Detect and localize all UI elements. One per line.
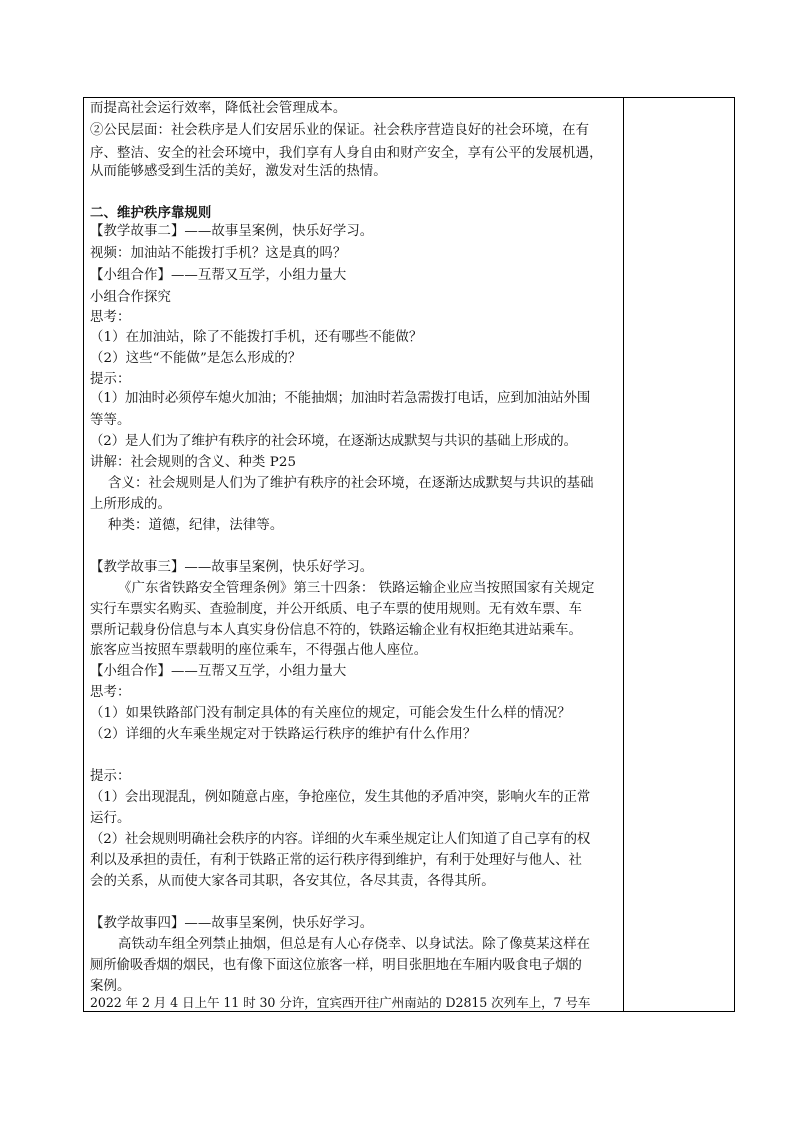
answer-line: 等等。 (90, 413, 131, 428)
text-line: 票所记载身份信息与本人真实身份信息不符的，铁路运输企业有权拒绝其进站乘车。 (90, 623, 582, 638)
answer-line: （2）社会规则明确社会秩序的内容。详细的火车乘坐规定让人们知道了自己享有的权 (90, 832, 591, 847)
text-line: 上所形成的。 (90, 497, 171, 512)
content-cell (84, 98, 623, 1011)
section-heading: 二、维护秩序靠规则 (90, 205, 212, 221)
group-heading: 【小组合作】——互帮又互学，小组力量大 (90, 664, 347, 679)
text-line: 思考： (90, 685, 131, 700)
answer-line: （1）加油时必须停车熄火加油；不能抽烟；加油时若急需拨打电话，应到加油站外围 (90, 391, 591, 406)
text-line: 提示： (90, 372, 131, 387)
text-line: ②公民层面：社会秩序是人们安居乐业的保证。社会秩序营造良好的社会环境，在有 (90, 123, 590, 138)
text-line: 实行车票实名购买、查验制度，并公开纸质、电子车票的使用规则。无有效车票、车 (90, 602, 582, 617)
answer-line: （2）是人们为了维护有秩序的社会环境，在逐渐达成默契与共识的基础上形成的。 (90, 434, 577, 449)
text-line: 小组合作探究 (90, 290, 171, 305)
text-line: 而提高社会运行效率，降低社会管理成本。 (90, 101, 347, 116)
question-line: （1）如果铁路部门没有制定具体的有关座位的规定，可能会发生什么样的情况？ (90, 706, 571, 721)
notes-cell (624, 98, 734, 1011)
text-line: 提示： (90, 769, 131, 784)
question-line: （1）在加油站，除了不能拨打手机，还有哪些不能做？ (90, 330, 423, 345)
text-line: 种类：道德，纪律，法律等。 (108, 518, 284, 533)
question-line: （2）这些“不能做”是怎么形成的？ (90, 351, 302, 366)
text-line: 视频：加油站不能拨打手机？这是真的吗？ (90, 246, 347, 261)
answer-line: 运行。 (90, 811, 131, 826)
text-line: 2022 年 2 月 4 日上午 11 时 30 分许，宜宾西开往广州南站的 D2815 次列车上，7 号车 (90, 995, 591, 1010)
text-line: 讲解：社会规则的含义、种类 P25 (90, 455, 297, 470)
text-line: 《广东省铁路安全管理条例》第三十四条： 铁路运输企业应当按照国家有关规定 (118, 581, 595, 596)
story-heading: 【教学故事四】——故事呈案例，快乐好学习。 (90, 916, 374, 931)
answer-line: 利以及承担的责任，有利于铁路正常的运行秩序得到维护，有利于处理好与他人、社 (90, 853, 582, 868)
story-heading: 【教学故事三】——故事呈案例，快乐好学习。 (90, 560, 374, 575)
text-line: 序、整洁、安全的社会环境中，我们享有人身自由和财产安全，享有公平的发展机遇， (90, 146, 603, 161)
text-line: 旅客应当按照车票载明的座位乘车，不得强占他人座位。 (90, 643, 428, 658)
question-line: （2）详细的火车乘坐规定对于铁路运行秩序的维护有什么作用？ (90, 727, 477, 742)
group-heading: 【小组合作】——互帮又互学，小组力量大 (90, 268, 347, 283)
text-line: 高铁动车组全列禁止抽烟，但总是有人心存侥幸、以身试法。除了像莫某这样在 (118, 937, 591, 952)
answer-line: （1）会出现混乱，例如随意占座，争抢座位，发生其他的矛盾冲突，影响火车的正常 (90, 790, 591, 805)
answer-line: 会的关系，从而使大家各司其职，各安其位，各尽其责，各得其所。 (90, 874, 495, 889)
text-line: 含义：社会规则是人们为了维护有秩序的社会环境，在逐渐达成默契与共识的基础 (108, 476, 594, 491)
text-line: 案例。 (90, 979, 131, 994)
story-heading: 【教学故事二】——故事呈案例，快乐好学习。 (90, 224, 374, 239)
text-line: 思考： (90, 310, 131, 325)
text-line: 从而能够感受到生活的美好，激发对生活的热情。 (90, 164, 387, 179)
text-line: 厕所偷吸香烟的烟民，也有像下面这位旅客一样，明目张胆地在车厢内吸食电子烟的 (90, 958, 582, 973)
lesson-plan-table (83, 97, 735, 1012)
